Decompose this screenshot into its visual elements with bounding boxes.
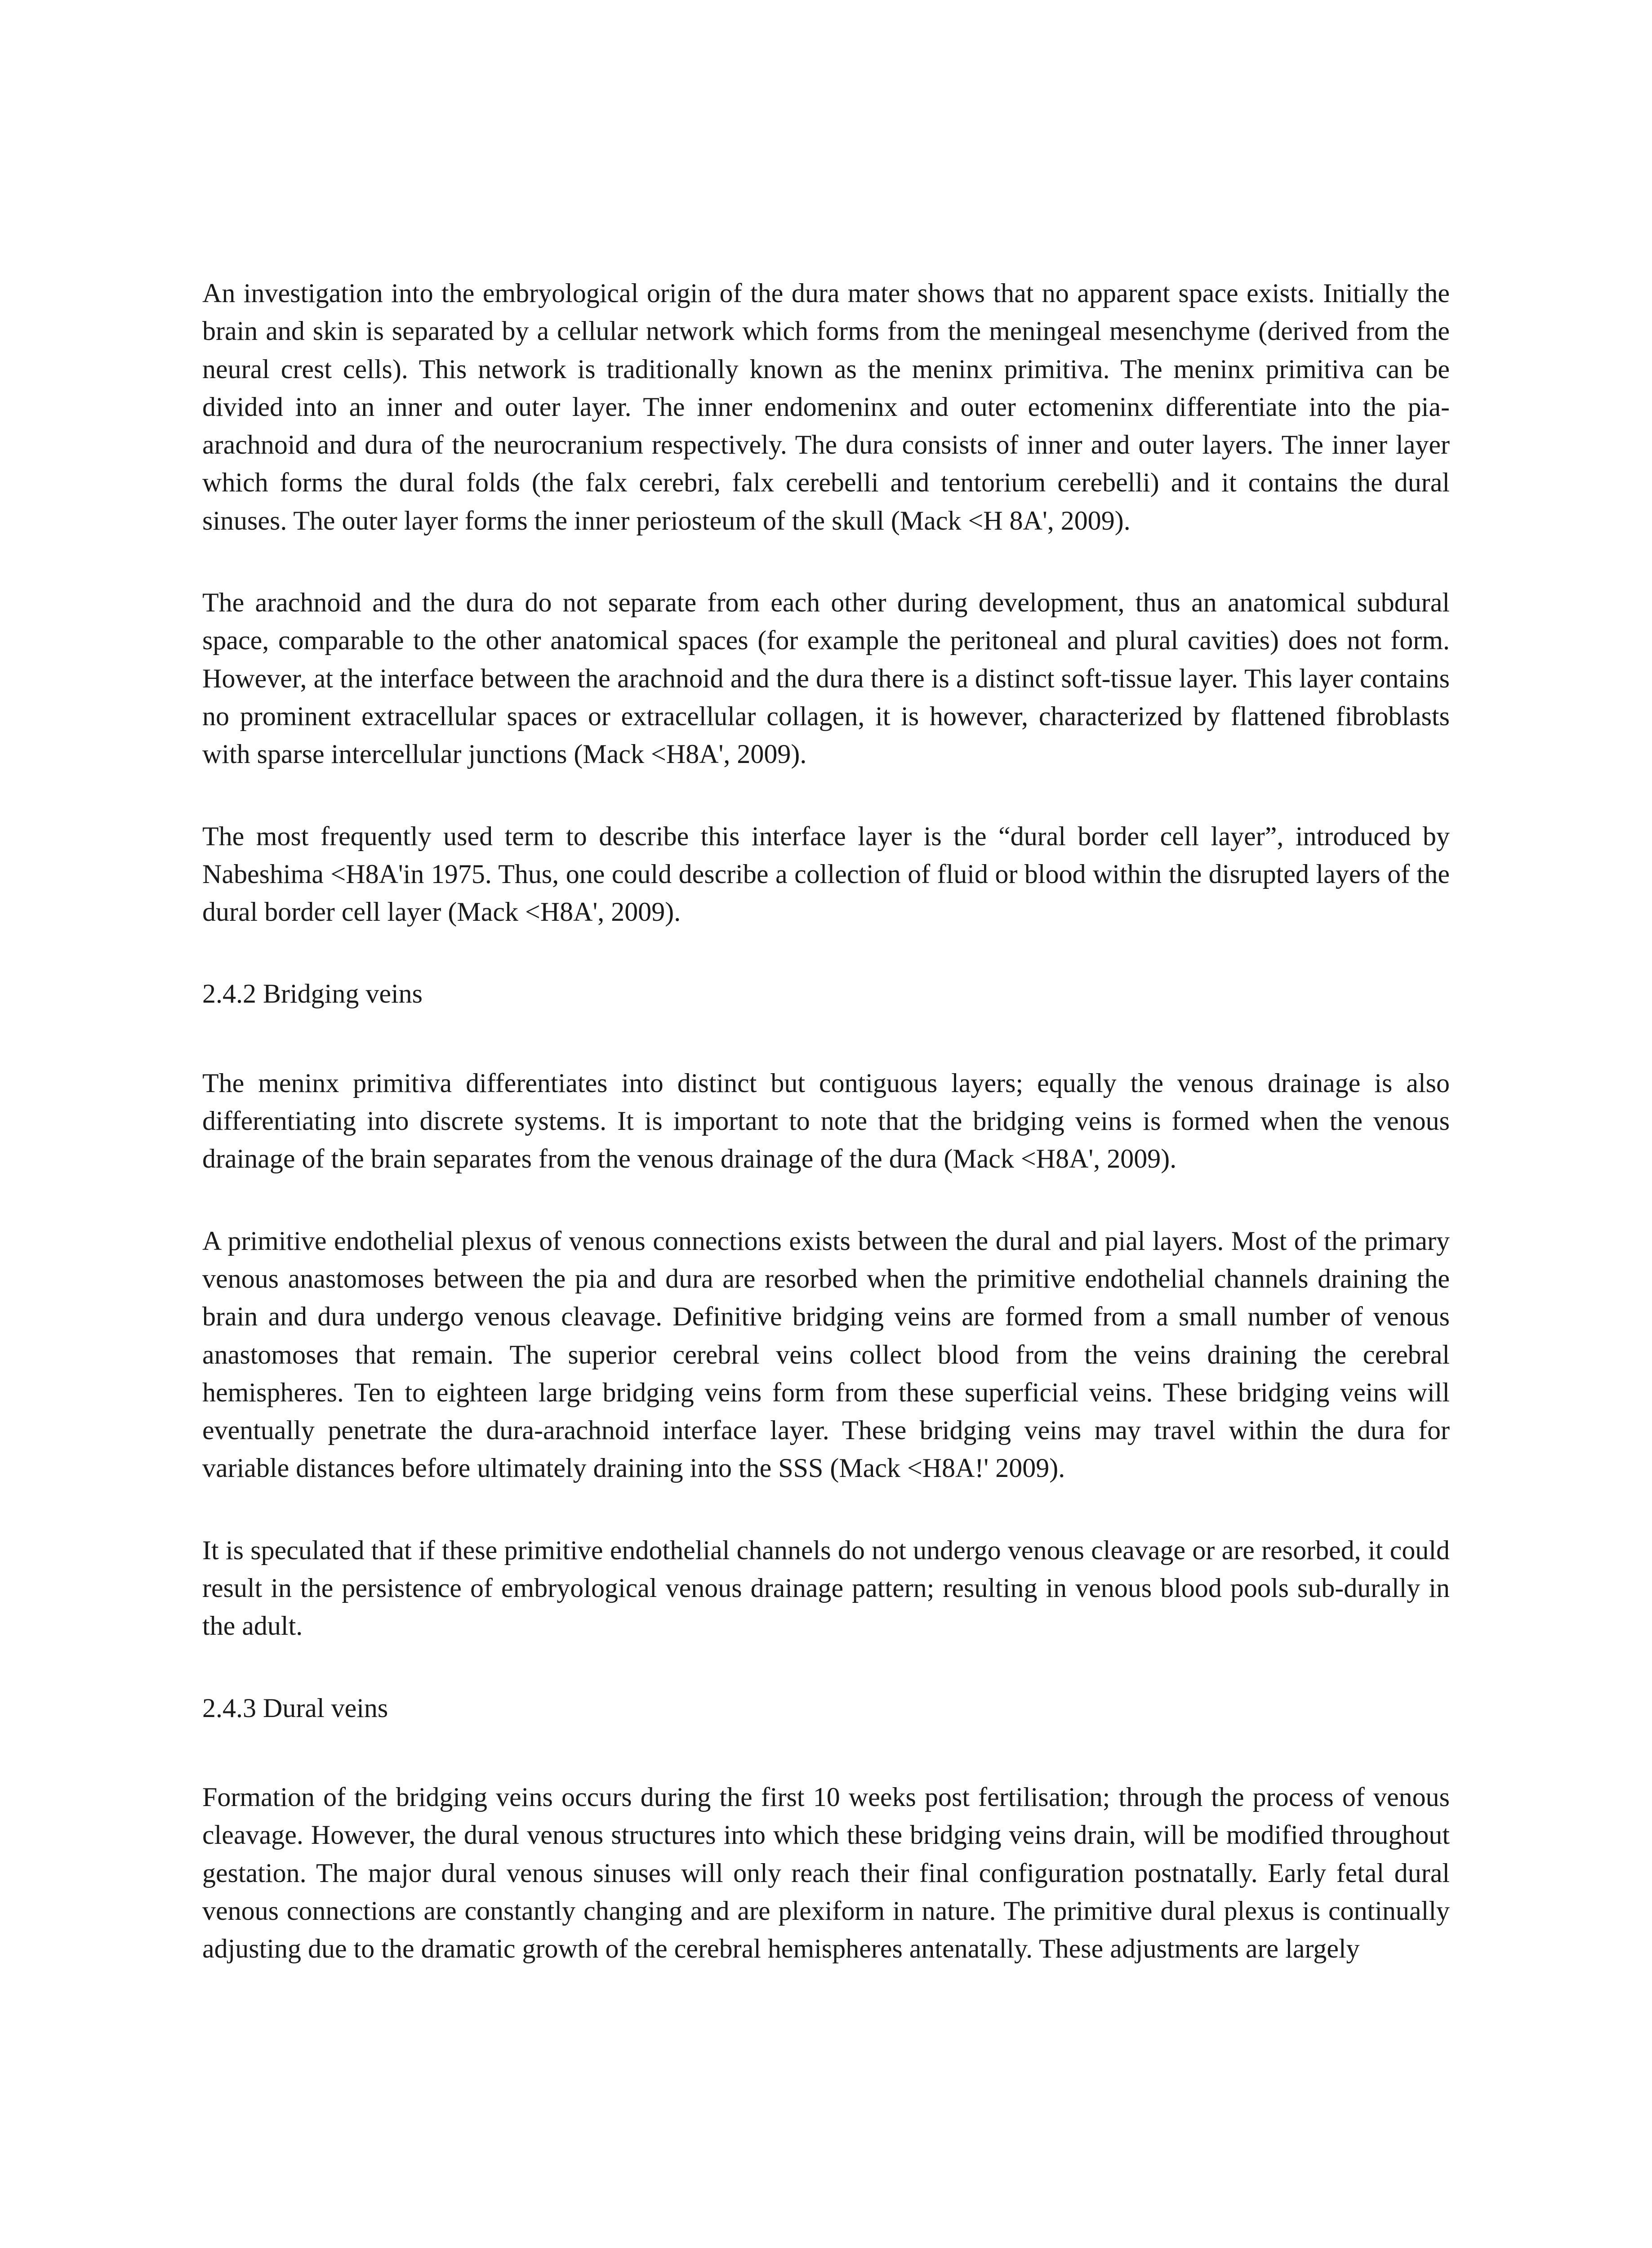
section-heading-dural-veins: 2.4.3 Dural veins [202,1693,388,1723]
paragraph-dural-border-cell-layer: The most frequently used term to describe this interface layer is the “dural border cell layer”, introduced by Nabeshima <H8A'in 1975. Thus, one could describe a collection of fluid or blood within the disrupted layers of the dural border cell layer (Mack <H8A', 2009). [202,821,1450,927]
paragraph-embryology: An investigation into the embryological origin of the dura mater shows that no apparent space exists. Initially the brain and skin is separated by a cellular network which forms from the meningeal mesenchyme (derived from the neural crest cells). This network is traditionally known as the meninx primitiva. The meninx primitiva can be divided into an inner and outer layer. The inner endomeninx and outer ectomeninx differentiate into the pia-arachnoid and dura of the neurocranium respectively. The dura consists of inner and outer layers. The inner layer which forms the dural folds (the falx cerebri, falx cerebelli and tentorium cerebelli) and it contains the dural sinuses. The outer layer forms the inner periosteum of the skull (Mack <H 8A', 2009). [202,278,1450,535]
page-body [202,274,1450,2012]
section-heading-bridging-veins: 2.4.2 Bridging veins [202,979,423,1009]
paragraph-dural-venous-structures: Formation of the bridging veins occurs during the first 10 weeks post fertilisation; through the process of venous cleavage. However, the dural venous structures into which these bridging veins drain, will be modified throughout gestation. The major dural venous sinuses will only reach their final configuration postnatally. Early fetal dural venous connections are constantly changing and are plexiform in nature. The primitive dural plexus is continually adjusting due to the dramatic growth of the cerebral hemispheres antenatally. These adjustments are largely [202,1782,1450,1964]
paragraph-venous-drainage: The meninx primitiva differentiates into distinct but contiguous layers; equally the venous drainage is also differentiating into discrete systems. It is important to note that the bridging veins is formed when the venous drainage of the brain separates from the venous drainage of the dura (Mack <H8A', 2009). [202,1068,1450,1174]
paragraph-subdural-space: The arachnoid and the dura do not separate from each other during development, thus an anatomical subdural space, comparable to the other anatomical spaces (for example the peritoneal and plural cavities) does not form. However, at the interface between the arachnoid and the dura there is a distinct soft-tissue layer. This layer contains no prominent extracellular spaces or extracellular collagen, it is however, characterized by flattened fibroblasts with sparse intercellular junctions (Mack <H8A', 2009). [202,588,1450,769]
paragraph-venous-cleavage: It is speculated that if these primitive endothelial channels do not undergo venous cleavage or are resorbed, it could result in the persistence of embryological venous drainage pattern; resulting in venous blood pools sub-durally in the adult. [202,1535,1450,1641]
paragraph-endothelial-plexus: A primitive endothelial plexus of venous connections exists between the dural and pial layers. Most of the primary venous anastomoses between the pia and dura are resorbed when the primitive endothelial channels draining the brain and dura undergo venous cleavage. Definitive bridging veins are formed from a small number of venous anastomoses that remain. The superior cerebral veins collect blood from the veins draining the cerebral hemispheres. Ten to eighteen large bridging veins form from these superficial veins. These bridging veins will eventually penetrate the dura-arachnoid interface layer. These bridging veins may travel within the dura for variable distances before ultimately draining into the SSS (Mack <H8A!' 2009). [202,1226,1450,1483]
